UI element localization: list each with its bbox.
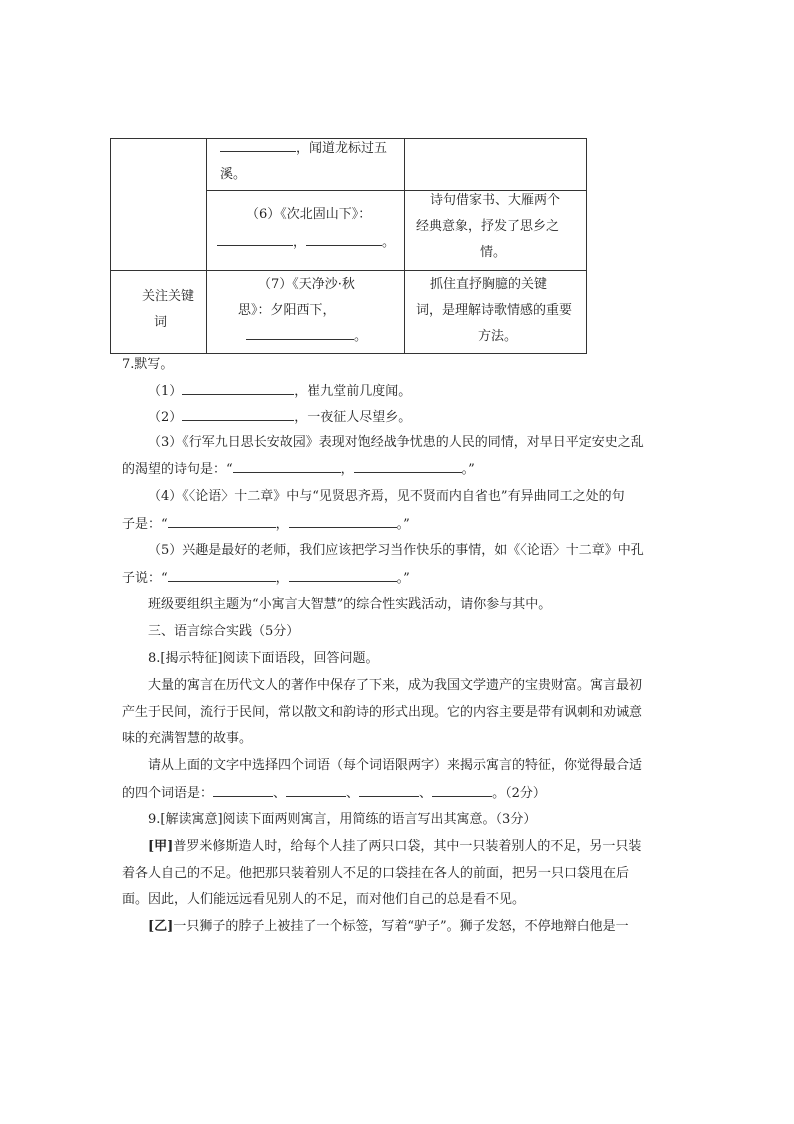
answer-blank[interactable] xyxy=(217,231,293,246)
q7-item4-line2: 子是：“ ， 。” xyxy=(122,514,410,535)
q8-question-line2: 的四个词语是： 、 、 、 。（2分） xyxy=(122,783,546,804)
answer-blank[interactable] xyxy=(168,568,276,582)
q7-item5-line2: 子说：“ ， 。” xyxy=(122,568,410,589)
table-r3c3-line1: 抓住直抒胸臆的关键 xyxy=(430,277,548,292)
q9-yi-line1: [乙]一只狮子的脖子上被挂了一个标签，写着“驴子”。狮子发怒，不停地辩白他是一 xyxy=(148,919,629,934)
q8-passage-line1: 大量的寓言在历代文人的著作中保存了下来，成为我国文学遗产的宝贵财富。寓言最初 xyxy=(148,678,643,693)
q7-item2: （2） ，一夜征人尽望乡。 xyxy=(148,407,411,428)
table-r3c1-line1: 关注关键 xyxy=(142,289,195,304)
table-r1c2-line2: 溪。 xyxy=(220,167,247,182)
q7-item4-line1: （4）《〈论语〉十二章》中与“见贤思齐焉，见不贤而内自省也”有异曲同工之处的句 xyxy=(148,489,625,504)
answer-blank[interactable] xyxy=(354,459,462,473)
answer-blank[interactable] xyxy=(359,783,419,797)
answer-blank[interactable] xyxy=(289,514,397,528)
answer-blank[interactable] xyxy=(289,568,397,582)
table-r2c2-title: （6）《次北固山下》： xyxy=(246,207,372,222)
table-r2c3-line2: 经典意象，抒发了思乡之 xyxy=(416,219,560,234)
fable-yi-tag: [乙] xyxy=(148,919,174,934)
q8-passage-line3: 味的充满智慧的故事。 xyxy=(122,731,253,746)
q8-passage-line2: 产生于民间，流行于民间，常以散文和韵诗的形式出现。它的内容主要是带有讽刺和劝诫意 xyxy=(122,705,643,720)
answer-blank[interactable] xyxy=(220,137,296,152)
fable-jia-tag: [甲] xyxy=(148,839,174,854)
answer-blank[interactable] xyxy=(286,783,346,797)
answer-blank[interactable] xyxy=(213,783,273,797)
q7-item1: （1） ，崔九堂前几度闻。 xyxy=(148,381,411,402)
q9-jia-line3: 面。因此，人们能远远看见别人的不足，而对他们自己的总是看不见。 xyxy=(122,892,526,907)
q9-jia-line2: 着各人自己的不足。他把那只装着别人不足的口袋挂在各人的前面，把另一只口袋甩在后 xyxy=(122,866,630,881)
table-r3c3-line2: 词，是理解诗歌情感的重要 xyxy=(416,303,573,318)
q8-title: 8.[揭示特征]阅读下面语段，回答问题。 xyxy=(148,651,379,666)
q8-question-line1: 请从上面的文字中选择四个词语（每个词语限两字）来揭示寓言的特征，你觉得最合适 xyxy=(148,758,643,773)
table-r2c3-line3: 情。 xyxy=(480,245,507,260)
q7-item3-line2: 的渴望的诗句是：“ ， 。” xyxy=(122,459,475,480)
table-r3c2-answer: 。 xyxy=(246,324,367,350)
table-r3c3-line3: 方法。 xyxy=(478,329,518,344)
table-r2c3-line1: 诗句借家书、大雁两个 xyxy=(430,193,561,208)
q9-title: 9.[解读寓意]阅读下面两则寓言，用简练的语言写出其寓意。（3分） xyxy=(148,812,537,827)
table-r3c2-line2: 思》：夕阳西下， xyxy=(238,303,336,318)
activity-intro: 班级要组织主题为“小寓言大智慧”的综合性实践活动，请你参与其中。 xyxy=(148,597,552,612)
answer-blank[interactable] xyxy=(246,325,354,340)
table-r3c2-line1: （7）《天净沙·秋 xyxy=(258,277,355,292)
q7-title: 7.默写。 xyxy=(122,357,174,372)
answer-blank[interactable] xyxy=(182,407,294,421)
poem-table xyxy=(110,138,587,354)
q7-item3-line1: （3）《行军九日思长安故园》表现对饱经战争忧患的人民的同情，对早日平定安史之乱 xyxy=(148,435,644,450)
answer-blank[interactable] xyxy=(233,459,341,473)
q9-jia-line1: [甲]普罗米修斯造人时，给每个人挂了两只口袋，其中一只装着别人的不足，另一只装 xyxy=(148,839,642,854)
table-r2c2-answer: ， 。 xyxy=(217,230,395,256)
answer-blank[interactable] xyxy=(432,783,492,797)
answer-blank[interactable] xyxy=(306,231,382,246)
answer-blank[interactable] xyxy=(168,514,276,528)
section3-heading: 三、语言综合实践（5分） xyxy=(148,624,300,639)
table-r1c2-line1: ，闻道龙标过五 xyxy=(220,136,387,162)
table-r3c1-line2: 词 xyxy=(154,315,168,330)
q7-item5-line1: （5）兴趣是最好的老师，我们应该把学习当作快乐的事情，如《〈论语〉十二章》中孔 xyxy=(148,543,644,558)
answer-blank[interactable] xyxy=(182,381,294,395)
